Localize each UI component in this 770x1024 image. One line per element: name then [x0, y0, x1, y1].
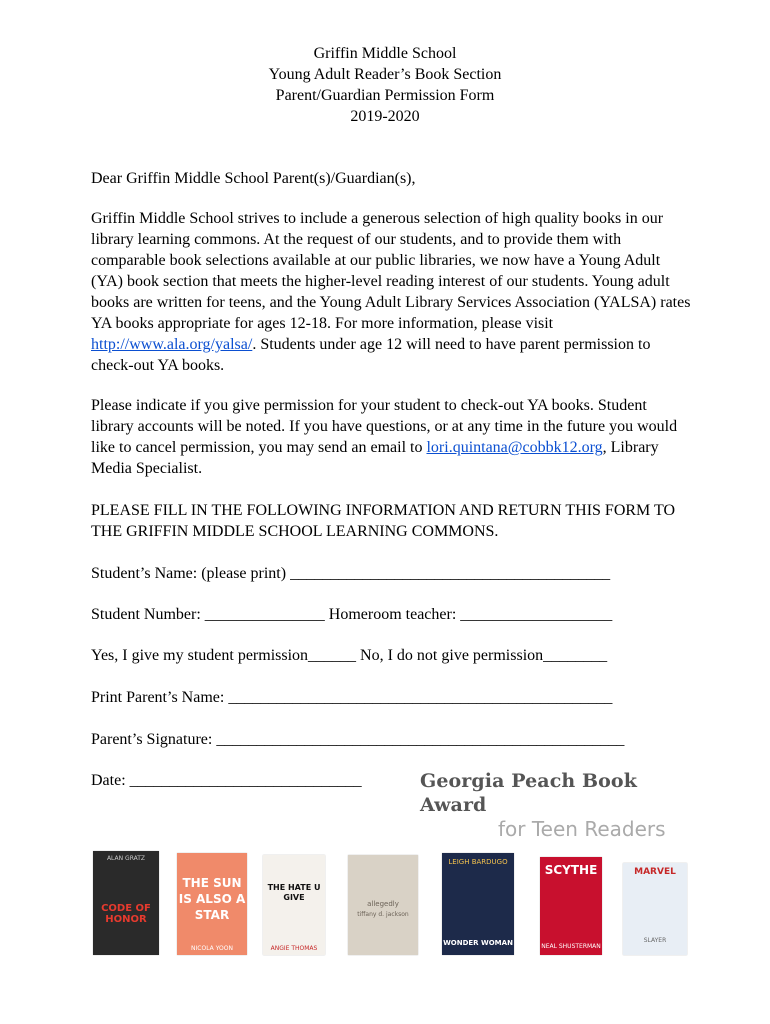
student-name-field[interactable]: Student’s Name: (please print) ________________________________________	[91, 565, 611, 582]
book-author: ANGIE THOMAS	[270, 945, 318, 952]
signature-field[interactable]: Parent’s Signature: ___________________________________________________	[91, 731, 625, 748]
form-header	[0, 43, 770, 127]
book-cover-code-of-honor	[93, 851, 159, 955]
permission-text-end: , Library Media Specialist.	[91, 439, 659, 477]
book-cover-wonder-woman	[442, 853, 514, 955]
book-title: CODE OF HONOR	[101, 903, 151, 925]
email-link[interactable]: lori.quintana@cobbk12.org	[426, 439, 603, 456]
date-field[interactable]: Date: _____________________________	[91, 772, 362, 789]
permission-choice-field[interactable]: Yes, I give my student permission______ No, I do not give permission________	[91, 647, 608, 664]
form-title: Parent/Guardian Permission Form	[275, 87, 495, 104]
award-subtitle: for Teen Readers	[498, 817, 666, 841]
book-title: WONDER WOMAN	[443, 939, 513, 947]
permission-paragraph	[91, 395, 691, 479]
return-instruction: PLEASE FILL IN THE FOLLOWING INFORMATION AND RETURN THIS FORM TO THE GRIFFIN MIDDLE SCHOOL LEARNING COMMONS.	[91, 502, 676, 540]
section-name: Young Adult Reader’s Book Section	[268, 66, 502, 83]
book-author: ALAN GRATZ	[106, 855, 146, 862]
parent-name-field[interactable]: Print Parent’s Name: ________________________________________________	[91, 689, 613, 706]
book-cover-scythe	[540, 857, 602, 955]
book-author: LEIGH BARDUGO	[448, 858, 508, 866]
intro-paragraph	[91, 208, 691, 376]
yalsa-link[interactable]: http://www.ala.org/yalsa/	[91, 336, 253, 353]
student-number-field[interactable]: Student Number: _______________ Homeroom teacher: ___________________	[91, 606, 613, 623]
school-year: 2019-2020	[350, 108, 420, 125]
award-title: Georgia Peach Book Award	[420, 770, 637, 816]
book-author: NEAL SHUSTERMAN	[541, 943, 601, 950]
book-title: THE SUN IS ALSO A STAR	[178, 876, 246, 922]
permission-text: Please indicate if you give permission for your student to check-out YA books. Student library accounts will be noted. If you have questions, or at any time in the future you would like to cancel permission, you may send an email to	[91, 397, 678, 456]
book-author: tiffany d. jackson	[357, 911, 409, 918]
book-title: SCYTHE	[544, 863, 598, 877]
greeting: Dear Griffin Middle School Parent(s)/Guardian(s),	[91, 170, 416, 187]
book-title: MARVEL	[634, 867, 676, 877]
book-cover-the-hate-u-give	[263, 855, 325, 955]
award-logo	[420, 769, 680, 841]
intro-text-end: . Students under age 12 will need to have parent permission to check-out YA books.	[91, 336, 651, 374]
book-covers-row	[90, 848, 690, 963]
book-cover-sun-is-also-a-star	[177, 853, 247, 955]
book-author: SLAYER	[643, 937, 667, 944]
book-author: NICOLA YOON	[191, 945, 233, 952]
book-cover-allegedly	[348, 855, 418, 955]
school-name: Griffin Middle School	[313, 45, 457, 62]
book-title: THE HATE U GIVE	[267, 883, 321, 902]
book-title: allegedly	[367, 900, 399, 908]
intro-text: Griffin Middle School strives to include a generous selection of high quality books in our library learning commons. At the request of our students, and to provide them with comparable book selections available at our public libraries, we now have a Young Adult (YA) book section that meets the higher-level reading interest of our students. Young adult books are written for teens, and the Young Adult Library Services Association (YALSA) rates YA books appropriate for ages 12-18. For more information, please visit	[91, 210, 691, 332]
book-cover-box-set	[623, 863, 687, 955]
